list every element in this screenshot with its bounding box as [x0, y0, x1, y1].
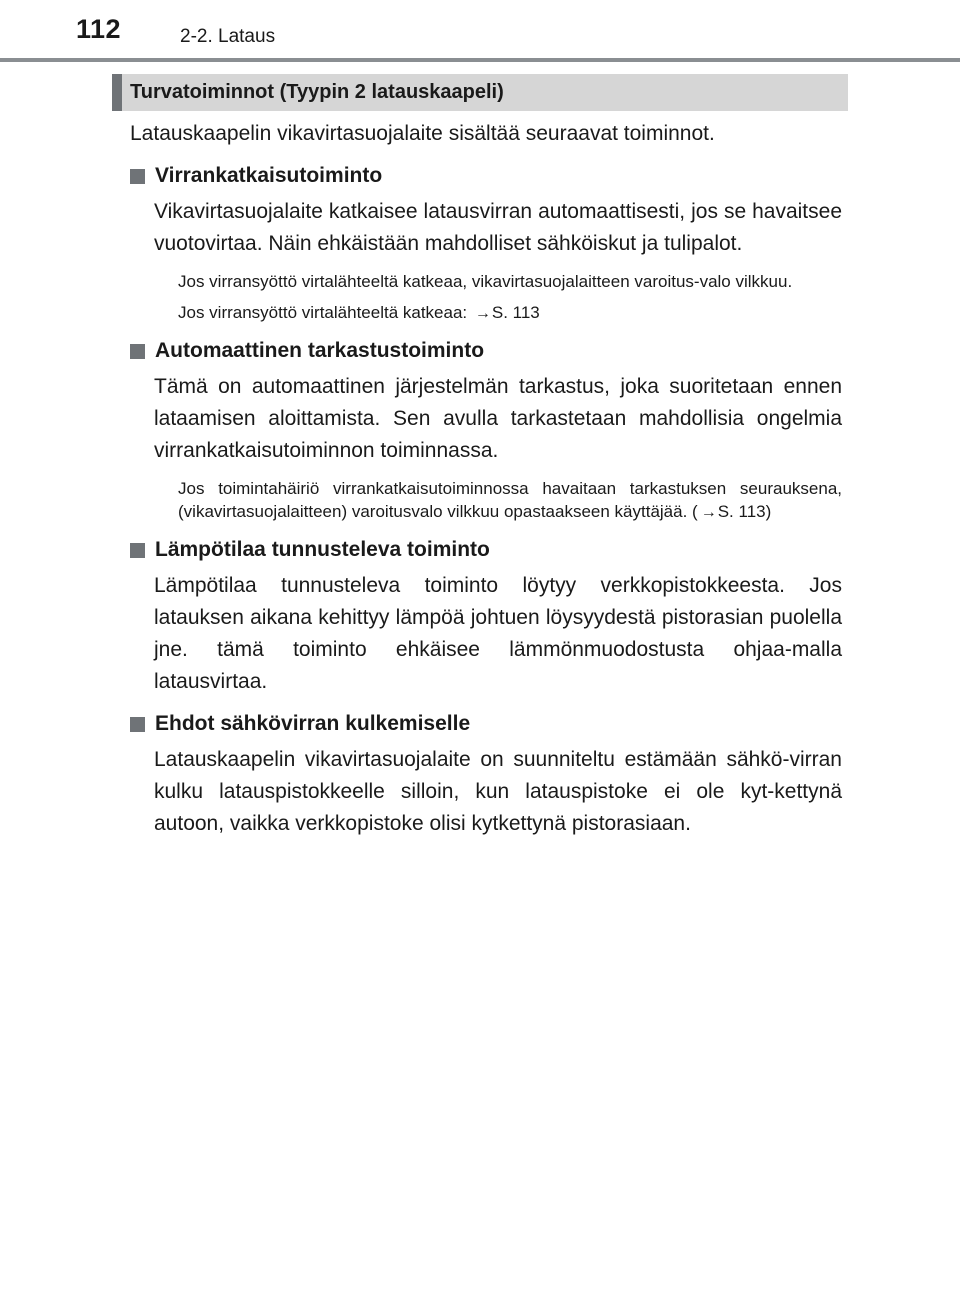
- square-bullet-icon: [130, 169, 145, 184]
- arrow-right-icon: →: [700, 504, 717, 521]
- square-bullet-icon: [130, 543, 145, 558]
- page-reference-link[interactable]: S. 113: [491, 303, 540, 322]
- header-divider: [0, 58, 960, 62]
- section-body: Latauskaapelin vikavirtasuojalaite on suunniteltu estämään sähkö-virran kulku latauspistokkeelle silloin, kun latauspistoke ei ole kyt-kettynä autoon, vaikka verkkopistoke olisi kytkettynä pistorasiaan.: [154, 748, 842, 835]
- page-header: [0, 0, 960, 62]
- section-body: Vikavirtasuojalaite katkaisee latausvirran automaattisesti, jos se havaitsee vuotovirtaa. Näin ehkäistään mahdolliset sähköiskut ja tulipalot.: [154, 200, 842, 255]
- section-body: Tämä on automaattinen järjestelmän tarkastus, joka suoritetaan ennen lataamisen aloittamista. Sen avulla tarkastetaan mahdollisia ongelmia virrankatkaisutoiminnon toiminnassa.: [154, 375, 842, 462]
- section-note-reference: [178, 301, 842, 325]
- square-bullet-icon: [130, 717, 145, 732]
- section-lampotila: [130, 534, 842, 698]
- intro-paragraph: Latauskaapelin vikavirtasuojalaite sisältää seuraavat toiminnot.: [130, 122, 715, 145]
- section-tarkastus: [130, 335, 842, 524]
- section-title-bar: [112, 74, 848, 111]
- note-text: Jos toimintahäiriö virrankatkaisutoiminnossa havaitaan tarkastuksen seurauksena, (vikavirtasuojalaitteen) varoitusvalo vilkkuu opastaakseen käyttäjää. (: [178, 479, 842, 521]
- section-heading-text: Ehdot sähkövirran kulkemiselle: [155, 712, 471, 735]
- page-content: [130, 118, 842, 850]
- square-bullet-icon: [130, 344, 145, 359]
- section-ehdot: [130, 708, 842, 840]
- note-text: Jos virransyöttö virtalähteeltä katkeaa:: [178, 303, 472, 322]
- section-note: Jos virransyöttö virtalähteeltä katkeaa, vikavirtasuojalaitteen varoitus-valo vilkkuu.: [178, 272, 793, 291]
- section-heading-text: Virrankatkaisutoiminto: [155, 164, 383, 187]
- section-note-reference: [178, 477, 842, 524]
- section-heading: [130, 708, 842, 740]
- section-virrankatkaisu: [130, 160, 842, 325]
- page-number: 112: [76, 14, 122, 44]
- page-reference-link[interactable]: S. 113): [717, 502, 772, 521]
- section-body: Lämpötilaa tunnusteleva toiminto löytyy verkkopistokkeesta. Jos latauksen aikana kehittyy lämpöä johtuen löysyydestä pistorasian puolella jne. tämä toiminto ehkäisee lämmönmuodostusta ohjaa-malla latausvirtaa.: [154, 574, 842, 693]
- section-heading: [130, 335, 842, 367]
- section-heading: [130, 160, 842, 192]
- section-heading-text: Automaattinen tarkastustoiminto: [155, 339, 485, 362]
- section-label: 2-2. Lataus: [180, 26, 276, 47]
- title-bar-accent: [112, 74, 122, 111]
- section-heading-text: Lämpötilaa tunnusteleva toiminto: [155, 538, 490, 561]
- section-title: Turvatoiminnot (Tyypin 2 latauskaapeli): [130, 81, 504, 103]
- section-heading: [130, 534, 842, 566]
- arrow-right-icon: →: [474, 305, 491, 322]
